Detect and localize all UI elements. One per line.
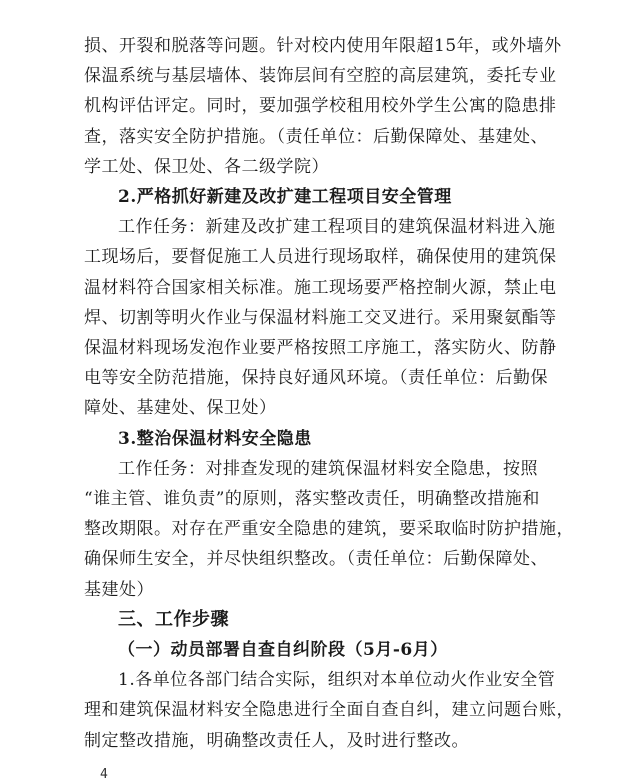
body-line: 温材料符合国家相关标准。施工现场要严格控制火源，禁止电 [84,278,557,298]
body-line: 保温材料现场发泡作业要严格按照工序施工，落实防火、防静 [84,338,557,358]
body-line: 机构评估评定。同时，要加强学校租用校外学生公寓的隐患排 [84,96,557,116]
section-heading: 2.严格抓好新建及改扩建工程项目安全管理 [118,187,452,207]
body-line: 工现场后，要督促施工人员进行现场取样，确保使用的建筑保 [84,247,557,267]
section-heading: 3.整治保温材料安全隐患 [118,429,312,449]
body-line: 基建处） [84,580,154,600]
body-line: 障处、基建处、保卫处） [84,398,277,418]
body-line: 保温系统与基层墙体、装饰层间有空腔的高层建筑，委托专业 [84,66,557,86]
body-line: 学工处、保卫处、各二级学院） [84,157,329,177]
body-line: 损、开裂和脱落等问题。针对校内使用年限超15年，或外墙外 [84,36,562,56]
body-line: 查，落实安全防护措施。（责任单位：后勤保障处、基建处、 [84,127,548,147]
paragraph-start: 1.各单位各部门结合实际，组织对本单位动火作业安全管 [118,670,556,690]
paragraph-start: 工作任务：对排查发现的建筑保温材料安全隐患，按照 [118,459,538,479]
body-line: 焊、切割等明火作业与保温材料施工交叉进行。采用聚氨酯等 [84,308,557,328]
body-line: 制定整改措施，明确整改责任人，及时进行整改。 [84,731,469,751]
page-number: 4 [100,767,108,782]
chapter-heading: 三、工作步骤 [118,609,229,630]
paragraph-start: 工作任务：新建及改扩建工程项目的建筑保温材料进入施 [118,217,556,237]
body-line: 电等安全防范措施，保持良好通风环境。（责任单位：后勤保 [84,368,548,388]
body-line: 整改期限。对存在严重安全隐患的建筑，要采取临时防护措施， [84,519,574,539]
subsection-heading: （一）动员部署自查自纠阶段（5月-6月） [118,640,448,660]
body-line: 理和建筑保温材料安全隐患进行全面自查自纠，建立问题台账， [84,700,574,720]
body-line: “谁主管、谁负责”的原则，落实整改责任，明确整改措施和 [84,489,540,509]
body-line: 确保师生安全，并尽快组织整改。（责任单位：后勤保障处、 [84,549,548,569]
